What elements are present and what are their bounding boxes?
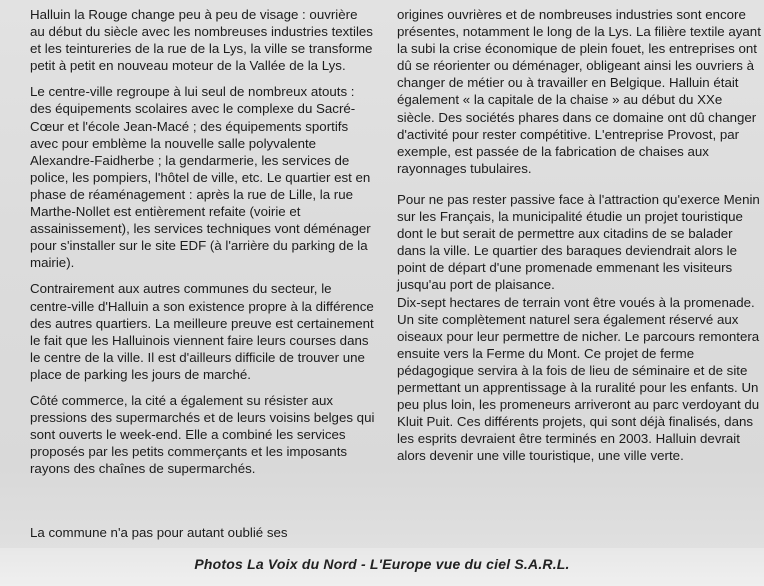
paragraph: La commune n'a pas pour autant oublié ses — [30, 525, 288, 540]
paragraph: Contrairement aux autres communes du secteur, le centre-ville d'Halluin a son existence propre à la différence des autres quartiers. La meilleure preuve est certainement le fait que les Halluinois viennent faire leurs courses dans le centre de la ville. Il est d'ailleurs difficile de trouver une place de parking les jours de marché. — [30, 281, 374, 382]
article-column-right — [397, 0, 763, 473]
paragraph: Côté commerce, la cité a également su résister aux pressions des supermarchés et de leurs voisins belges qui sont ouverts le week-end. Elle a combiné les services proposés par les petits commerçants et les imposants rayons des chaînes de supermarchés. — [30, 392, 375, 477]
photo-credit-caption: Photos La Voix du Nord - L'Europe vue du ciel S.A.R.L. — [194, 556, 570, 572]
paragraph: origines ouvrières et de nombreuses industries sont encore présentes, notamment le long de la Lys. La filière textile ayant la subi la crise économique de plein fouet, les entreprises ont dû se réorienter ou déménager, obligeant ainsi les ouvriers à changer de métier ou à travailler en Belgique. Halluin était également « la capitale de la chaise » au début du XXe siècle. Des sociétés phares dans ce domaine ont dû changer d'activité pour rester compétitive. L'entreprise Provost, par exemple, est passée de la fabrication de chaises aux rayonnages tubulaires. — [397, 7, 761, 176]
paragraph: Dix-sept hectares de terrain vont être voués à la promenade. Un site complètement naturel sera également réservé aux oiseaux pour leur permettre de nicher. Le parcours remontera ensuite vers la Ferme du Mont. Ce projet de ferme pédagogique servira à la fois de lieu de séminaire et de site permettant un apprentissage à la ruralité pour les enfants. Un peu plus loin, les promeneurs arriveront au parc verdoyant du Kluit Puit. Ces différents projets, qui sont déjà finalisés, dans les esprits devraient être terminés en 2003. Halluin devrait alors devenir une ville touristique, une ville verte. — [397, 294, 760, 464]
paragraph: Halluin la Rouge change peu à peu de visage : ouvrière au début du siècle avec les nombreuses industries textiles et les teintureries de la rue de la Lys, la ville se transforme petit à petit en nouveau moteur de la Vallée de la Lys. — [30, 7, 373, 74]
article-column-left — [30, 0, 375, 540]
paragraph: Le centre-ville regroupe à lui seul de nombreux atouts : des équipements scolaires avec le complexe du Sacré-Cœur et l'école Jean-Macé ; des équipements sportifs avec pour emblème la nouvelle salle polyvalente Alexandre-Faidherbe ; la gendarmerie, les services de police, les pompiers, l'hôtel de ville, etc. Le quartier est en phase de réaménagement : après la rue de Lille, la rue Marthe-Nollet est entièrement refaite (voirie et assainissement), les services techniques vont déménager pour s'installer sur le site EDF (à l'arrière du parking de la mairie). — [30, 84, 371, 271]
paragraph: Pour ne pas rester passive face à l'attraction qu'exerce Menin sur les Français, la municipalité étudie un projet touristique dont le but serait de permettre aux citadins de se balader dans la ville. Le quartier des baraques deviendrait alors le point de départ d'une promenade emmenant les visiteurs jusqu'au port de plaisance. — [397, 191, 760, 293]
